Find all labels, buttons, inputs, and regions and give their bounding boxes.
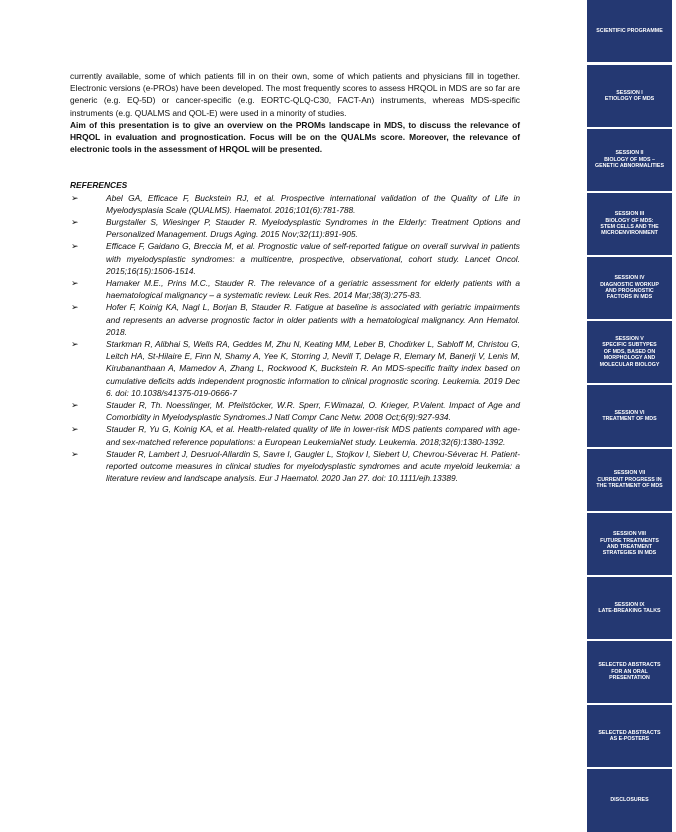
arrow-bullet-icon: ➢ <box>71 302 79 313</box>
nav-session-4[interactable] <box>587 257 672 319</box>
reference-item <box>70 240 520 277</box>
nav-label: SCIENTIFIC PROGRAMME <box>596 27 663 34</box>
arrow-bullet-icon: ➢ <box>71 400 79 411</box>
nav-label: SESSION IX LATE-BREAKING TALKS <box>598 601 661 614</box>
nav-label: SESSION II BIOLOGY OF MDS – GENETIC ABNORMALITIES <box>595 150 664 170</box>
reference-item <box>70 448 520 485</box>
reference-item <box>70 301 520 338</box>
reference-text: Stauder R, Th. Noesslinger, M. Pfeilstöcker, W.R. Sperr, F.Wimazal, O. Krieger, P.Valent. Impact of Age and Comorbidity in Myelodysplastic Syndromes.J Natl Compr Canc Netw. 2008 Oct;6(9):927-934. <box>106 400 520 423</box>
reference-text: Starkman R, Alibhai S, Wells RA, Geddes M, Zhu N, Keating MM, Leber B, Chodirker L, Sabloff M, Christou G, Leitch HA, St-Hilaire E, Finn N, Shamy A, Yee K, Storring J, Nevill T, Delage R, Elemary M, Banerji V, Lenis M, Kirubananthaan A, Mamedov A, Zhang L, Rockwood K, Buckstein R. An MDS-specific frailty index based on cumulative deficits adds independent prognostic information to clinical prognostic scoring. Leukemia. 2019 Dec 6. doi: 10.1038/s41375-019-0666-7 <box>106 339 520 398</box>
nav-disclosures[interactable] <box>587 769 672 832</box>
arrow-bullet-icon: ➢ <box>71 339 79 350</box>
nav-label: SESSION III BIOLOGY OF MDS: STEM CELLS AND THE MICROENVIRONMENT <box>600 211 659 237</box>
nav-session-1[interactable] <box>587 65 672 127</box>
nav-label: SESSION I ETIOLOGY OF MDS <box>604 89 655 102</box>
nav-session-6[interactable] <box>587 385 672 447</box>
sidebar-navigation <box>587 0 672 832</box>
nav-label: SESSION IV DIAGNOSTIC WORKUP AND PROGNOSTIC FACTORS IN MDS <box>600 275 659 301</box>
reference-text: Stauder R, Lambert J, Desruol-Allardin S, Savre I, Gaugler L, Stojkov I, Siebert U, Chevrou-Séverac H. Patient-reported outcome measures in clinical studies for myelodysplastic syndromes and acute myeloid leukemia: a literature review and landscape analysis. Eur J Haematol. 2020 Jan 27. doi: 10.1111/ejh.13389. <box>106 448 520 484</box>
reference-item <box>70 338 520 399</box>
nav-label: SESSION VIII FUTURE TREATMENTS AND TREATMENT STRATEGIES IN MDS <box>600 531 659 557</box>
reference-text: Efficace F, Gaidano G, Breccia M, et al. Prognostic value of self-reported fatigue on overall survival in patients with myelodysplastic syndromes: a multicentre, prospective, observational, cohort study. Lancet Oncol. 2015;16(15):1506-1514. <box>106 241 520 276</box>
body-paragraph: currently available, some of which patients fill in on their own, some of which patients and physicians fill in together. Electronic versions (e-PROs) have been developed. The most frequently scores to assess HRQOL in MDS are so far are generic (e.g. EQ-5D) or cancer-specific (e.g. EORTC-QLQ-C30, FACT-An) instruments, whereas MDS-specific instruments (e.g. QUALMS and QOL-E) were used in a minority of studies. <box>70 71 520 118</box>
reference-item <box>70 216 520 240</box>
nav-oral-abstracts[interactable] <box>587 641 672 703</box>
nav-label: SELECTED ABSTRACTS AS E-POSTERS <box>598 729 661 742</box>
references-heading: REFERENCES <box>70 180 128 191</box>
nav-session-3[interactable] <box>587 193 672 255</box>
arrow-bullet-icon: ➢ <box>71 241 79 252</box>
nav-scientific-programme[interactable] <box>587 0 672 62</box>
arrow-bullet-icon: ➢ <box>71 448 79 459</box>
reference-text: Abel GA, Efficace F, Buckstein RJ, et al. Prospective international validation of the Quality of Life in Myelodysplasia Scale (QUALMS). Haematol. 2016;101(6):781-788. <box>106 192 520 215</box>
nav-label: SELECTED ABSTRACTS FOR AN ORAL PRESENTATION <box>598 662 661 682</box>
main-content <box>70 70 520 485</box>
nav-session-5[interactable] <box>587 321 672 383</box>
nav-label: SESSION V SPECIFIC SUBTYPES OF MDS, BASED ON MORPHOLOGY AND MOLECULAR BIOLOGY <box>599 335 660 368</box>
arrow-bullet-icon: ➢ <box>71 217 79 228</box>
reference-text: Stauder R, Yu G, Koinig KA, et al. Health-related quality of life in lower-risk MDS patients compared with age- and sex-matched reference populations: a European LeukemiaNet study. Leukemia. 2018;32(6):1380-1392. <box>106 424 520 447</box>
nav-session-9[interactable] <box>587 577 672 639</box>
reference-item <box>70 423 520 447</box>
reference-item <box>70 399 520 423</box>
arrow-bullet-icon: ➢ <box>71 424 79 435</box>
nav-session-8[interactable] <box>587 513 672 575</box>
aim-statement: Aim of this presentation is to give an overview on the PROMs landscape in MDS, to discuss the relevance of HRQOL in evaluation and prognostication. Focus will be on the QUALMs score. Moreover, the relevance of electronic tools in the assessment of HRQOL will be presented. <box>70 119 520 155</box>
nav-label: SESSION VI TREATMENT OF MDS <box>602 409 657 422</box>
reference-text: Burgstaller S, Wiesinger P, Stauder R. Myelodysplastic Syndromes in the Elderly: Treatment Options and Personalized Management. Drugs Aging. 2015 Nov;32(11):891-905. <box>106 217 520 240</box>
reference-item <box>70 192 520 216</box>
arrow-bullet-icon: ➢ <box>71 278 79 289</box>
nav-label: SESSION VII CURRENT PROGRESS IN THE TREATMENT OF MDS <box>596 470 663 490</box>
arrow-bullet-icon: ➢ <box>71 192 79 203</box>
nav-session-2[interactable] <box>587 129 672 191</box>
reference-text: Hofer F, Koinig KA, Nagl L, Borjan B, Stauder R. Fatigue at baseline is associated with geriatric impairments and represents an adverse prognostic factor in older patients with a hematological malignancy. Ann Hematol. 2018. <box>106 302 520 337</box>
reference-item <box>70 277 520 301</box>
nav-e-poster-abstracts[interactable] <box>587 705 672 767</box>
references-list <box>70 192 520 485</box>
reference-text: Hamaker M.E., Prins M.C., Stauder R. The relevance of a geriatric assessment for elderly patients with a haematological malignancy – a systematic review. Leuk Res. 2014 Mar;38(3):275-83. <box>106 278 520 301</box>
nav-session-7[interactable] <box>587 449 672 511</box>
nav-label: DISCLOSURES <box>610 797 649 804</box>
